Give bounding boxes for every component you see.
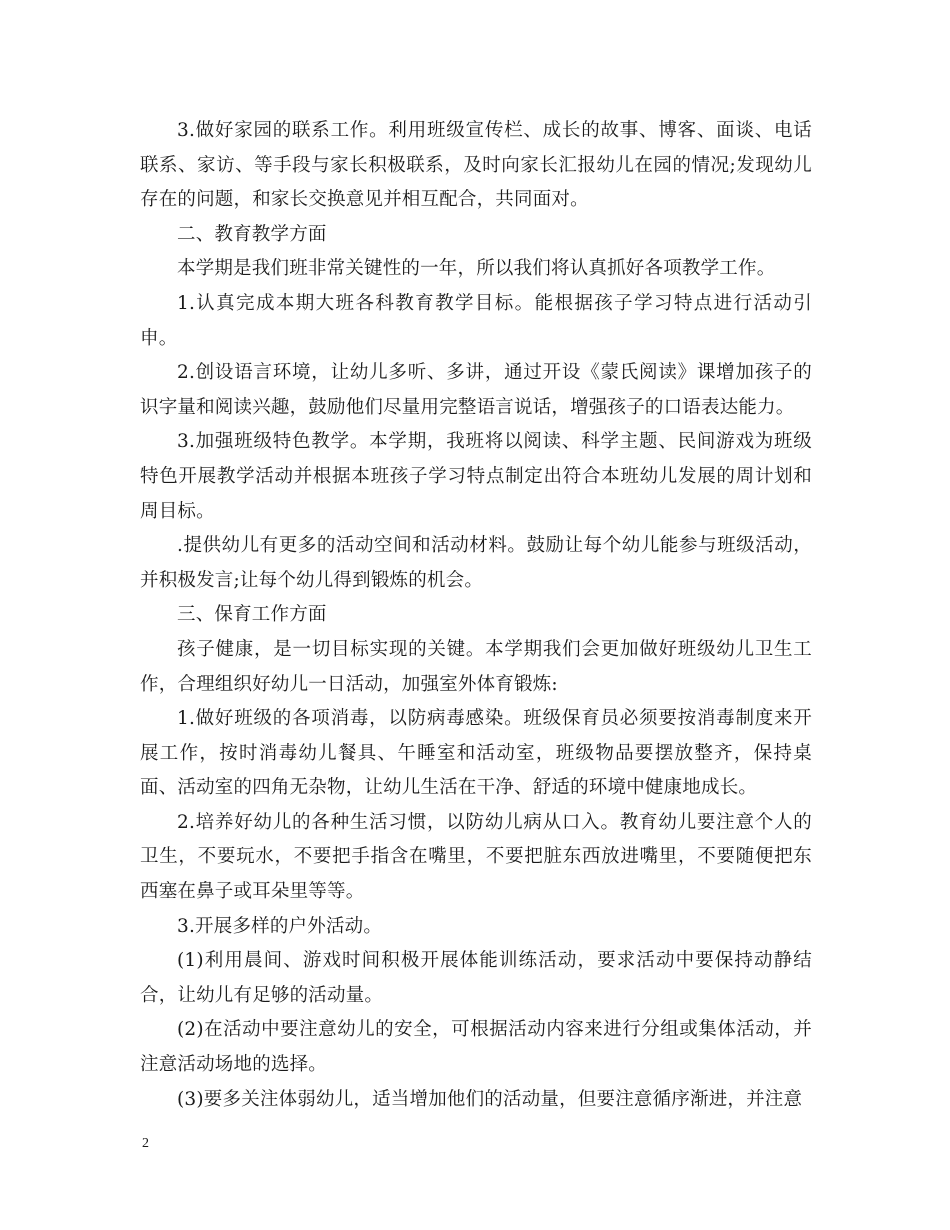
paragraph-teaching-goals: 1.认真完成本期大班各科教育教学目标。能根据孩子学习特点进行活动引申。	[140, 292, 812, 349]
paragraph-living-habits: 2.培养好幼儿的各种生活习惯，以防幼儿病从口入。教育幼儿要注意个人的卫生，不要玩水，不要把手指含在嘴里，不要把脏东西放进嘴里，不要随便把东西塞在鼻子或耳朵里等等。	[140, 811, 812, 903]
heading-childcare: 三、保育工作方面	[177, 604, 327, 626]
paragraph-home-school-contact: 3.做好家园的联系工作。利用班级宣传栏、成长的故事、博客、面谈、电话联系、家访、等手段与家长积极联系，及时向家长汇报幼儿在园的情况;发现幼儿存在的问题，和家长交换意见并相互配合，共同面对。	[140, 120, 812, 211]
paragraph-morning-training: (1)利用晨间、游戏时间积极开展体能训练活动，要求活动中要保持动静结合，让幼儿有足够的活动量。	[140, 950, 812, 1006]
paragraph-language-environment: 2.创设语言环境，让幼儿多听、多讲，通过开设《蒙氏阅读》课增加孩子的识字量和阅读兴趣，鼓励他们尽量用完整语言说话，增强孩子的口语表达能力。	[140, 362, 812, 418]
paragraph-activity-safety: (2)在活动中要注意幼儿的安全，可根据活动内容来进行分组或集体活动，并注意活动场地的选择。	[140, 1019, 812, 1076]
paragraph-activity-space: .提供幼儿有更多的活动空间和活动材料。鼓励让每个幼儿能参与班级活动，并积极发言;让每个幼儿得到锻炼的机会。	[140, 535, 812, 591]
paragraph-health-intro: 孩子健康，是一切目标实现的关键。本学期我们会更加做好班级幼儿卫生工作，合理组织好幼儿一日活动，加强室外体育锻炼:	[140, 638, 812, 695]
paragraph-disinfection: 1.做好班级的各项消毒，以防病毒感染。班级保育员必须要按消毒制度来开展工作，按时消毒幼儿餐具、午睡室和活动室，班级物品要摆放整齐，保持桌面、活动室的四角无杂物，让幼儿生活在干净、舒适的环境中健康地成长。	[140, 708, 812, 799]
paragraph-outdoor-activities: 3.开展多样的户外活动。	[177, 915, 383, 937]
page-number: 2	[142, 1136, 149, 1151]
paragraph-weak-children: (3)要多关注体弱幼儿，适当增加他们的活动量，但要注意循序渐进，并注意	[177, 1088, 803, 1110]
document-body	[140, 114, 812, 1117]
heading-education-teaching: 二、教育教学方面	[177, 223, 327, 245]
paragraph-class-features: 3.加强班级特色教学。本学期，我班将以阅读、科学主题、民间游戏为班级特色开展教学活动并根据本班孩子学习特点制定出符合本班幼儿发展的周计划和周目标。	[140, 431, 812, 522]
paragraph-semester-intro: 本学期是我们班非常关键性的一年，所以我们将认真抓好各项教学工作。	[177, 258, 776, 280]
